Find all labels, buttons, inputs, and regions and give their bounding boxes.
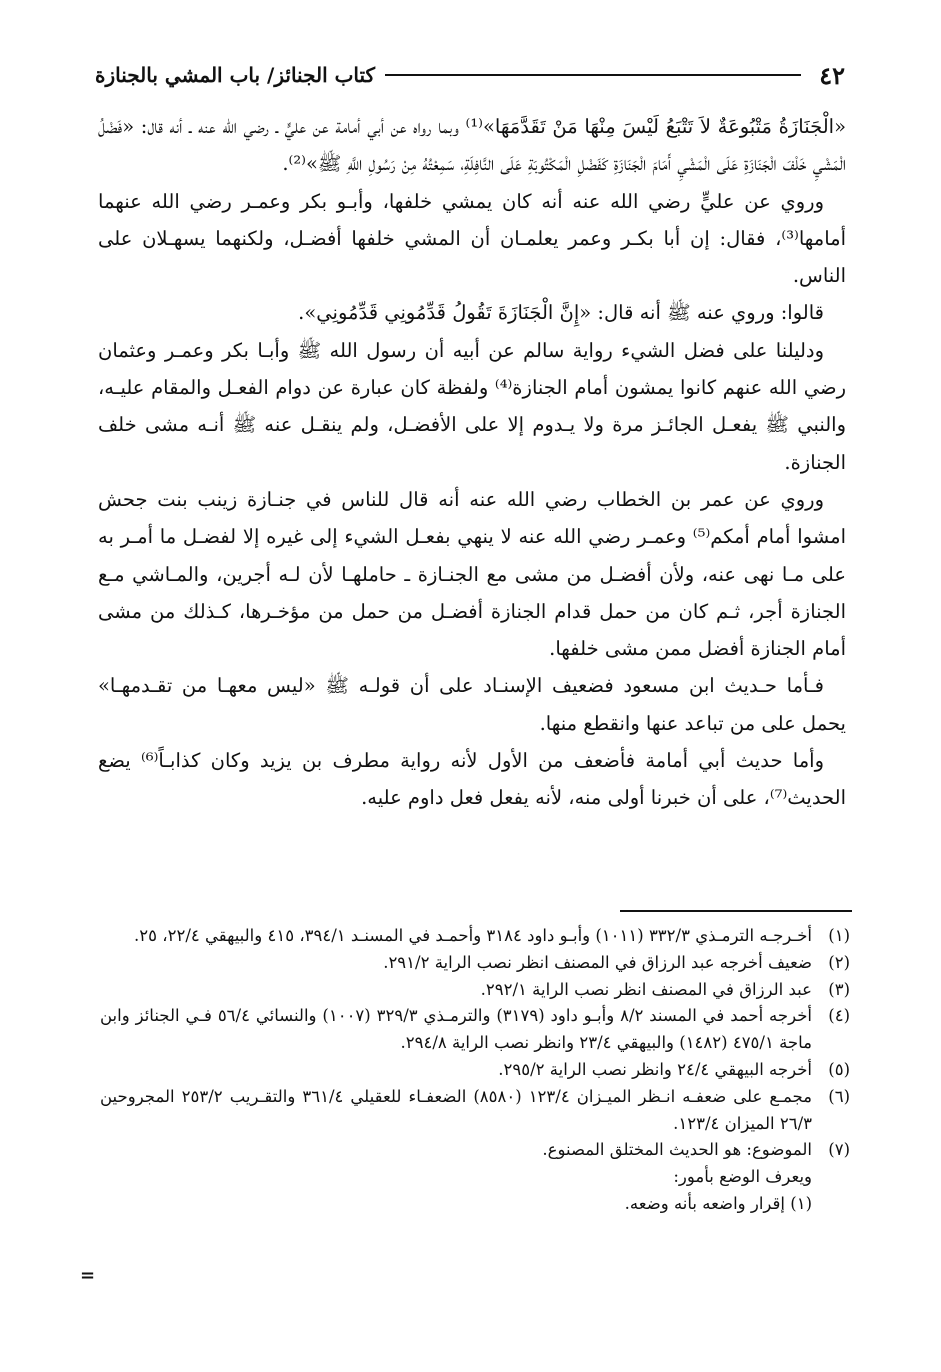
- paragraph: وروي عن عمر بن الخطاب رضي الله عنه أنه قال للناس في جنـازة زينب بنت جحش امشوا أمام أمكم⁽⁵⁾ وعمـر رضي الله عنه لا ينهي بفعـل الشيء إلى غيره إلا لفضـل ما أمـر به على مـا نهى عنه، ولأن أفضـل من مشى مع الجنـازة ـ حاملهـا لأن لـه أجرين، والمـاشي مـع الجنازة أجر، ثـم كان من حمل قدام الجنازة أفضـل من حمل من مؤخـرها، كـذلك من مشى أمام الجنازة أفضل ممن مشى خلفها.: [98, 487, 846, 661]
- footnote-text: أخرجه أحمد في المسند ٨/٢ وأبـو داود (٣١٧٩) والترمـذي ٣٢٩/٣ (١٠٠٧) والنسائي ٥٦/٤ فـي الجنائز وابن ماجة ٤٧٥/١ (١٤٨٢) والبيهقي ٢٣/٤ وانظر نصب الراية ٢٩٤/٨.: [100, 1006, 812, 1053]
- footnote: [100, 977, 850, 1004]
- footnote: [100, 1137, 850, 1164]
- header-rule: [385, 74, 801, 76]
- page-number: ٤٢: [819, 60, 845, 90]
- footnote-continuation: ويعرف الوضع بأمور:: [673, 1167, 812, 1187]
- paragraph: وأما حديث أبي أمامة فأضعف من الأول لأنه رواية مطرف بن يزيد وكان كذابـاً⁽⁶⁾ يضع الحديث⁽⁷⁾، على أن خبرنا أولى منه، لأنه يفعل فعل داوم عليه.: [98, 749, 846, 810]
- footnote: [100, 1003, 850, 1057]
- paragraph: فـأما حـديث ابن مسعود فضعيف الإسنـاد على أن قولـه ﷺ «ليس معهـا من تقـدمهـا» يحمل على من تباعد عنها وانقطع منها.: [98, 674, 846, 735]
- footnote: [100, 923, 850, 950]
- footnote-text: أخـرجـه الترمـذي ٣٣٢/٣ (١٠١١) وأبـو داود ٣١٨٤ وأحمـد في المسنـد ٣٩٤/١، ٤١٥ والبيهقي ٢٢/٤، ٢٥.: [134, 926, 812, 945]
- running-title: كتاب الجنائز/ باب المشي بالجنازة: [95, 63, 376, 87]
- paragraph: «الْجَنَازَةُ مَتْبُوعَةٌ لاَ تَتْبَعُ لَيْسَ مِنْهَا مَنْ تَقَدَّمَهَا»⁽¹⁾ وبما رواه عن أبي أمامة عن عليٍّ ـ رضي الله عنه ـ أنه قال: «فَضْلُ الْمَشْيِ خَلْفَ الْجَنَازَةِ عَلَى الْمَشْيِ أَمَامَ الْجَنَازَةِ كَفَضْلِ الْمَكْتُوبَةِ عَلَى النَّافِلَةِ، سَمِعْتُهُ مِنْ رَسُولِ اللَّهِ ﷺ»⁽²⁾.: [98, 115, 846, 176]
- continuation-mark: =: [80, 1265, 96, 1286]
- footnote: [100, 1057, 850, 1084]
- footnotes: [100, 923, 850, 1293]
- footnote-text: مجمـع على ضعفـه انـظر الميـزان ١٢٣/٤ (٨٥٨٠) الضعفـاء للعقيلي ٣٦١/٤ والتقـريب ٢٥٣/٢ المجروحين ٢٦/٣ الميزان ١٢٣/٤.: [100, 1086, 812, 1133]
- footnote-text: ضعيف أخرجه عبد الرزاق في المصنف انظر نصب الراية ٢٩١/٢.: [383, 952, 812, 972]
- paragraph: ودليلنا على فضل الشيء رواية سالم عن أبيه أن رسول الله ﷺ وأبـا بكر وعمـر وعثمان رضي الله عنهم كانوا يمشون أمام الجنازة⁽⁴⁾ ولفظة كان عبارة عن دوام الفعـل والمقام عليـه، والنبي ﷺ يفعـل الجائـز مرة ولا يـدوم إلا على الأفضـل، ولم ينقـل عنه ﷺ أنـه مشى خلف الجنازة.: [98, 338, 846, 474]
- footnote-continuation: (١) إقرار واضعه بأنه وضعه.: [624, 1193, 812, 1213]
- page-header: [95, 55, 845, 95]
- footnote-separator: [620, 910, 852, 912]
- main-text: [98, 108, 846, 896]
- footnote-number: (٣): [828, 979, 850, 999]
- footnote-number: (١): [828, 926, 850, 945]
- footnote-number: (٦): [828, 1086, 850, 1106]
- footnote-text: عبد الرزاق في المصنف انظر نصب الراية ٢٩٢/١.: [480, 979, 812, 999]
- footnote: [100, 950, 850, 977]
- paragraph: قالوا: وروي عنه ﷺ أنه قال: «إِنَّ الْجَنَازَةَ تَقُولُ قَدِّمُونِي قَدِّمُونِي».: [298, 301, 824, 325]
- footnote: [100, 1084, 850, 1138]
- footnote-text: الموضوع: هو الحديث المختلق المصنوع.: [542, 1140, 812, 1160]
- footnote-number: (٤): [828, 1006, 850, 1026]
- footnote-number: (٢): [828, 952, 850, 972]
- footnote-text: أخرجه البيهقي ٢٤/٤ وانظر نصب الراية ٢٩٥/٢.: [498, 1059, 812, 1079]
- footnote-number: (٧): [828, 1140, 850, 1160]
- footnote-number: (٥): [828, 1059, 850, 1079]
- paragraph: وروي عن عليٍّ رضي الله عنه أنه كان يمشي خلفها، وأبـو بكر وعمـر رضي الله عنهما أمامها⁽³⁾، فقال: إن أبا بكـر وعمر يعلمـان أن المشي خلفها أفضـل، ولكنهما يسهـلان على الناس.: [98, 189, 846, 288]
